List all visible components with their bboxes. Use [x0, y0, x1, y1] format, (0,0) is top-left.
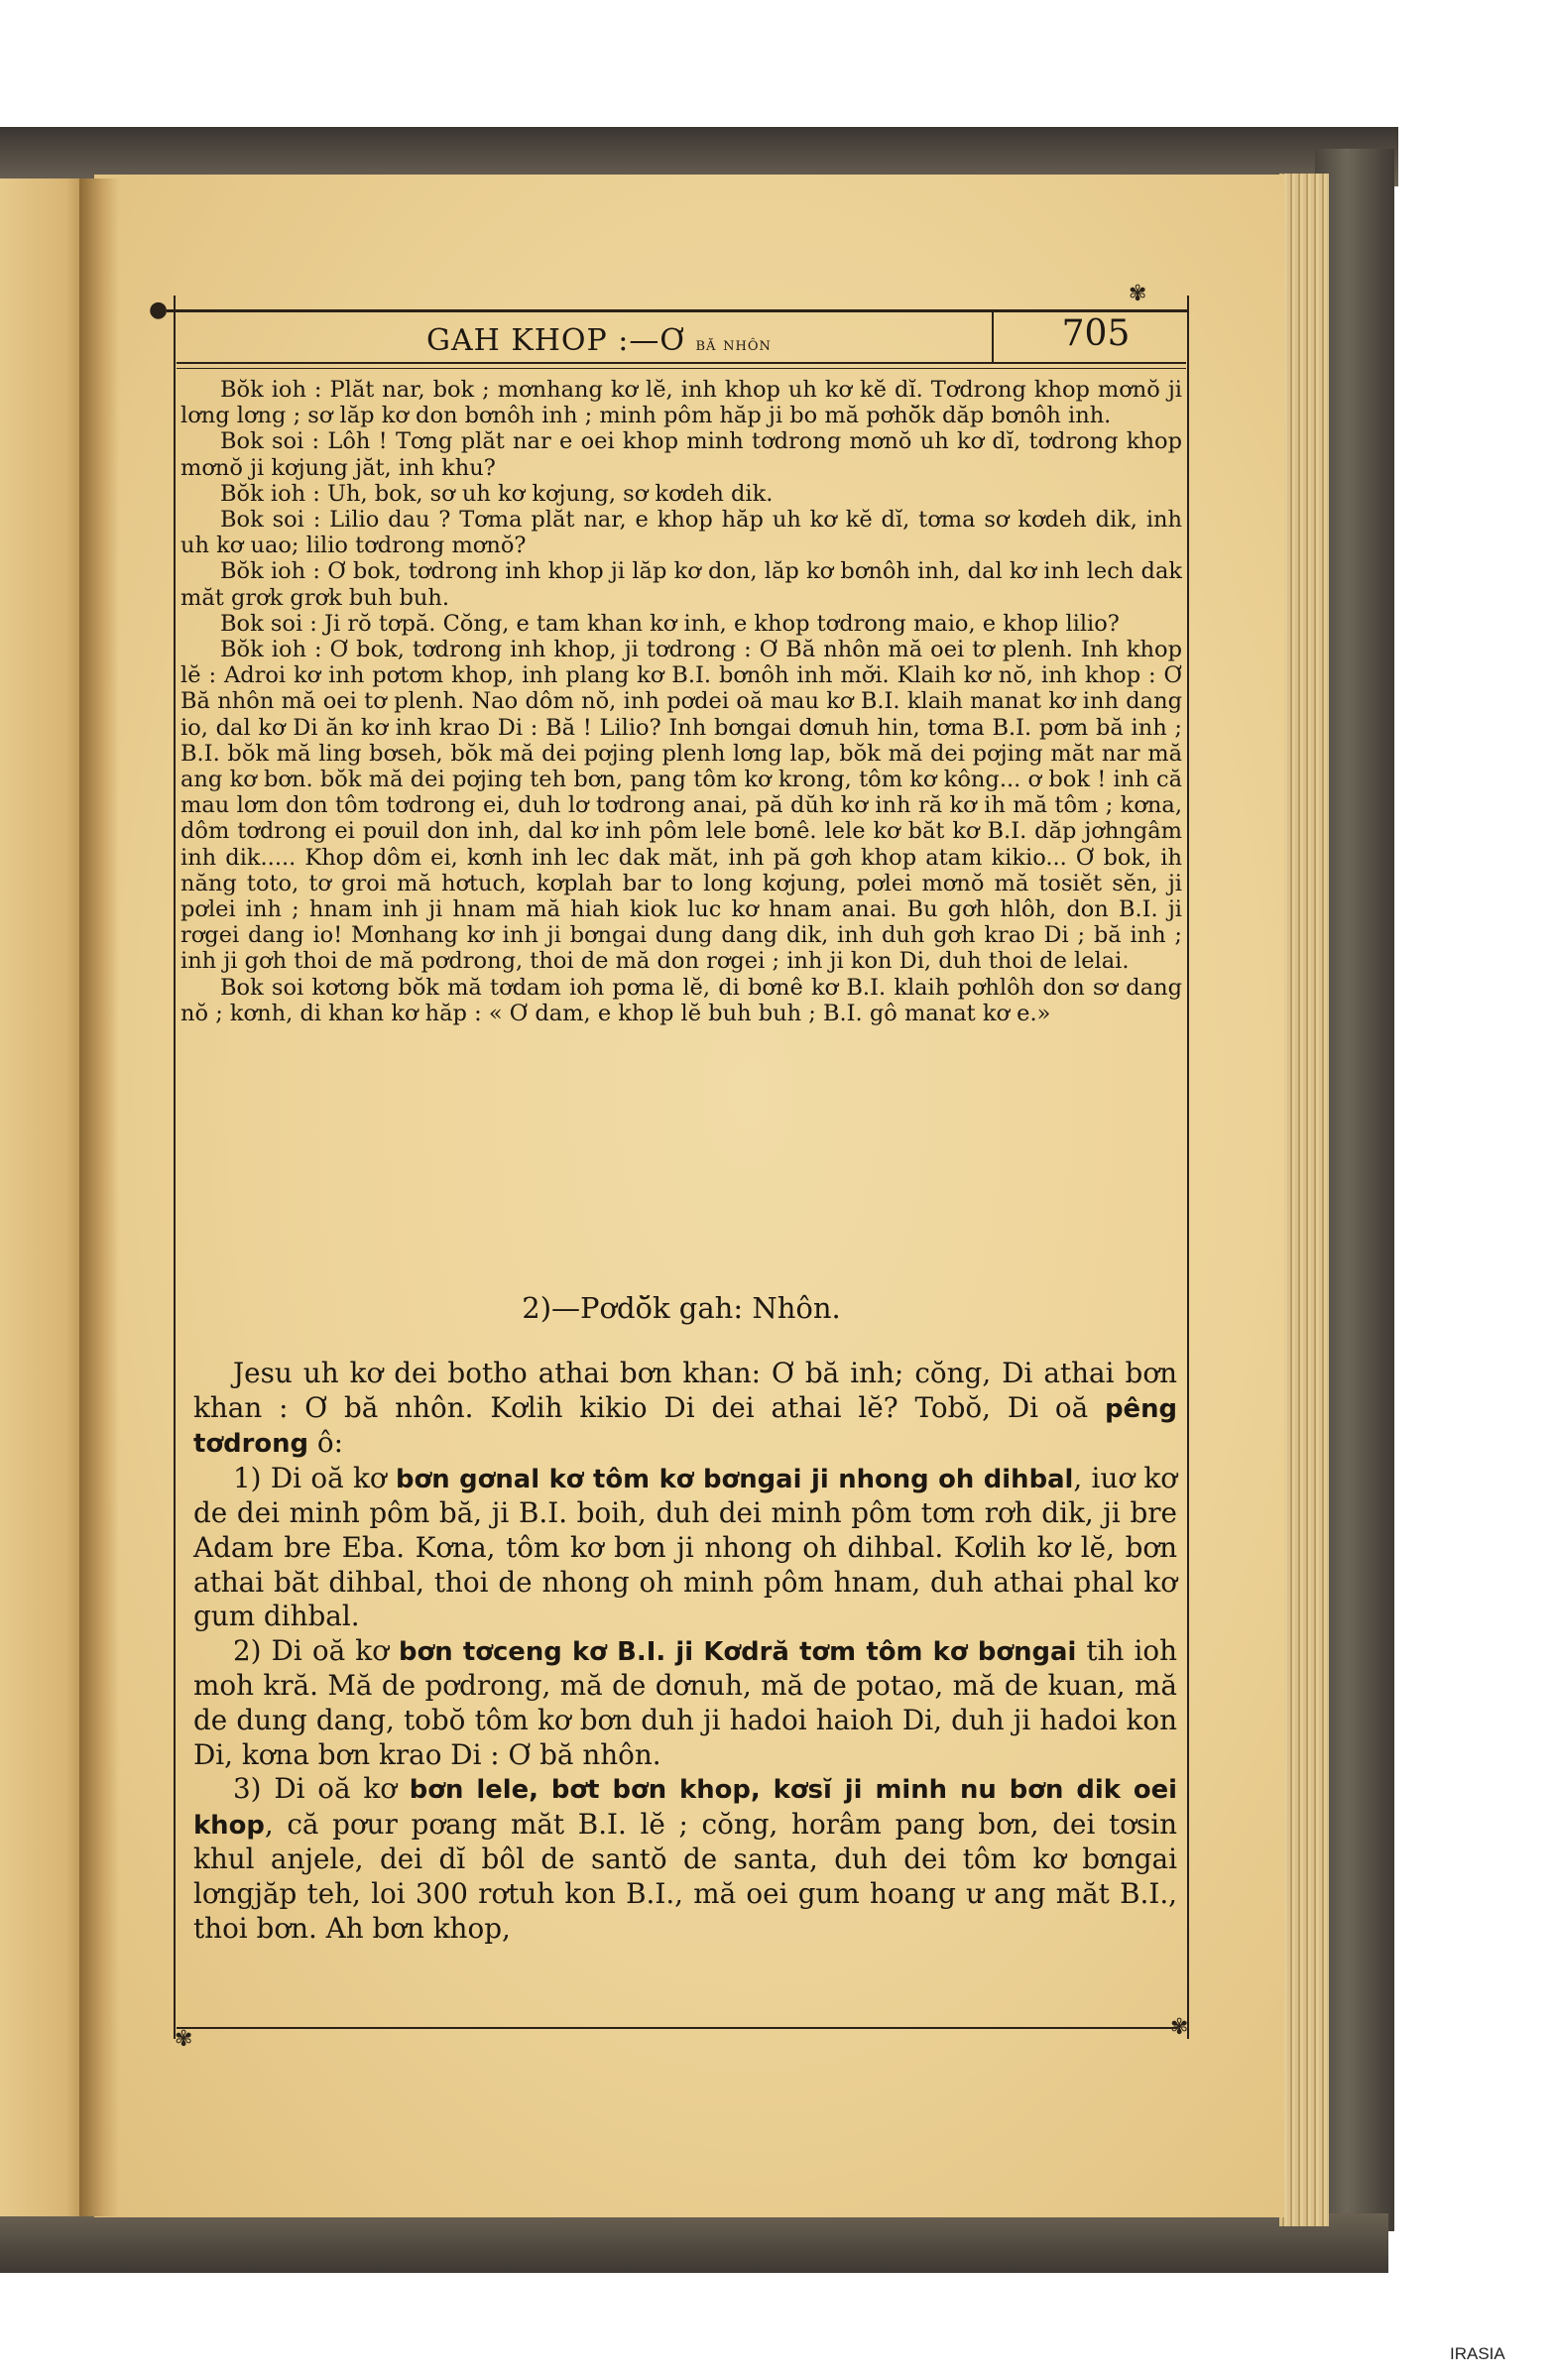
dialogue-paragraph: Bŏk ioh : Uh, bok, sơ uh kơ kơjung, sơ kơdeh dik. [220, 480, 774, 507]
commentary-paragraph [193, 1634, 1177, 1772]
dialogue-paragraph: Bok soi kơtơng bŏk mă tơdam ioh pơma lĕ, di bơnê kơ B.I. klaih pơhlôh don sơ dang nŏ ; kơnh, di khan kơ hăp : « Ơ dam, e khop lĕ buh buh ; B.I. gô manat kơ e.» [180, 974, 1182, 1026]
bottom-rule [177, 2027, 1178, 2029]
emphasis: pêng tơdrong [193, 1393, 1177, 1460]
dialogue-paragraph: Bok soi : Lilio dau ? Tơma plăt nar, e khop hăp uh kơ kĕ dĭ, tơma sơ kơdeh dik, inh uh kơ uao; lilio tơdrong mơnŏ? [180, 507, 1182, 559]
running-head: GAH KHOP :—Ơ bă nhôn [426, 323, 772, 358]
page-edges [1279, 174, 1329, 2226]
ornament-bottom-right: ✾ [1170, 2015, 1189, 2040]
header-rule-thin [177, 368, 1186, 369]
dialogue-paragraph: Bŏk ioh : Ơ bok, tơdrong inh khop, ji tơdrong : Ơ Bă nhôn mă oei tơ plenh. Inh khop lĕ : Adroi kơ inh pơtơm khop, inh plang kơ B.I. bơnôh inh mơ̆i. Klaih kơ nŏ, inh khop : Ơ Bă nhôn mă oei tơ plenh. Nao dôm nŏ, inh pơdei oă mau kơ B.I. klaih manat kơ inh dang io, dal kơ Di ăn kơ inh krao Di : Bă ! Lilio? Inh bơngai dơnuh hin, tơma B.I. pơm bă inh ; B.I. bŏk mă ling bơseh, bŏk mă dei pơjing plenh lơng lap, bŏk mă dei pơjing măt nar mă ang kơ bơn. bŏk mă dei pơjing teh bơn, pang tôm kơ krong, tôm kơ kông... ơ bok ! inh că mau lơm don tôm tơdrong ei, duh lơ tơdrong anai, pă dŭh kơ inh ră kơ ih mă tôm ; kơna, dôm tơdrong ei pơuil don inh, dal kơ inh pôm lele bơnê. lele kơ băt kơ B.I. dăp jơhngâm inh dik..... Khop dôm ei, kơnh inh lec dak măt, inh pă gơh khop atam kikio... Ơ bok, ih năng toto, tơ groi mă hơtuch, kơplah bar to long kơjung, pơlei mơnŏ mă tosiĕt sĕn, ji pơlei inh ; hnam inh ji hnam mă hiah kiok luc kơ hnam anai. Bu gơh hlôh, don B.I. ji rơgei dang io! Mơnhang kơ inh ji bơngai dung dang dik, inh duh gơh krao Di ; bă inh ; inh ji gơh thoi de mă pơdrong, thoi de mă don rơgei ; inh ji kon Di, duh thoi de lelai. [180, 637, 1182, 975]
dialogue-paragraph: Bok soi : Ji rŏ tơpă. Cŏng, e tam khan kơ inh, e khop tơdrong maio, e khop lilio? [220, 610, 1120, 637]
paragraph-rest: , că pơur pơang măt B.I. lĕ ; cŏng, horâm pang bơn, dei tơsin khul anjele, dei dĭ bôl de santŏ de santa, duh dei tôm kơ bơngai lơngjăp teh, loi 300 rơtuh kon B.I., mă oei gum hoang ư ang măt B.I., thoi bơn. Ah bơn khop, [193, 1807, 1177, 1945]
paragraph-rest: , iuơ kơ de dei minh pôm bă, ji B.I. boih, duh dei minh pôm tơm rơh dik, ji bre Adam bre Eba. Kơna, tôm kơ bơn ji nhong oh dihbal. Kơlih kơ lĕ, bơn athai băt dihbal, thoi de nhong oh minh pôm hnam, duh athai phal kơ gum dihbal. [193, 1461, 1178, 1633]
emphasis: bơn gơnal kơ tôm kơ bơngai ji nhong oh dihbal [395, 1464, 1074, 1494]
commentary-paragraph [193, 1772, 1177, 1946]
ornament-bottom-left: ✾ [175, 2027, 193, 2052]
ornament-top-left: ● [149, 298, 169, 322]
page-number: 705 [1061, 313, 1131, 354]
top-rule [167, 309, 1188, 312]
paragraph-lead: 3) Di oă kơ [233, 1772, 410, 1806]
watermark: IRASIA [1450, 2344, 1505, 2363]
commentary-text [193, 1357, 1177, 1946]
paragraph-lead: 2) Di oă kơ [233, 1633, 399, 1667]
commentary-paragraph [193, 1357, 1177, 1462]
paragraph-rest: tih ioh moh kră. Mă de pơdrong, mă de dơnuh, mă de potao, mă de kuan, mă de dung dang, tobŏ tôm kơ bơn duh ji hadoi haioh Di, duh ji hadoi kon Di, kơna bơn krao Di : Ơ bă nhôn. [193, 1633, 1177, 1771]
section-title: 2)—Pơdŏ̆k gah: Nhôn. [522, 1291, 841, 1325]
paragraph-lead: 1) Di oă kơ [233, 1461, 396, 1494]
paragraph-rest: ô: [308, 1426, 343, 1460]
book-gutter [79, 178, 119, 2216]
dialogue-paragraph: Bŏk ioh : Plăt nar, bok ; mơnhang kơ lĕ, inh khop uh kơ kĕ dĭ. Tơdrong khop mơnŏ ji lơng lơng ; sơ lăp kơ don bơnôh inh ; minh pôm hăp ji bo mă pơhŏ̆k dăp bơnôh inh. [180, 377, 1182, 429]
emphasis: bơn lele, bơt bơn khop, kơsĭ ji minh nu bơn dik oei khop [193, 1775, 1177, 1841]
paragraph-lead: Jesu uh kơ dei botho athai bơn khan: Ơ bă inh; cŏng, Di athai bơn khan : Ơ bă nhôn. Kơlih kikio Di dei athai lĕ? Tobŏ, Di oă [193, 1357, 1177, 1424]
commentary-paragraph [193, 1462, 1177, 1634]
dialogue-paragraph: Bŏk ioh : Ơ bok, tơdrong inh khop ji lăp kơ don, lăp kơ bơnôh inh, dal kơ inh lech dak măt grơk grơk buh buh. [180, 558, 1182, 611]
dialogue-text [180, 377, 1182, 1026]
dialogue-paragraph: Bok soi : Lôh ! Tơng plăt nar e oei khop minh tơdrong mơnŏ uh kơ dĭ, tơdrong khop mơnŏ ji kơjung jăt, inh khu? [180, 428, 1182, 481]
page-number-divider [992, 311, 994, 363]
emphasis: bơn tơceng kơ B.I. ji Kơdră tơm tôm kơ bơngai [398, 1636, 1077, 1667]
book-cover-bottom [0, 2213, 1388, 2273]
header-rule [177, 362, 1186, 364]
ornament-top-right: ✾ [1129, 282, 1147, 306]
